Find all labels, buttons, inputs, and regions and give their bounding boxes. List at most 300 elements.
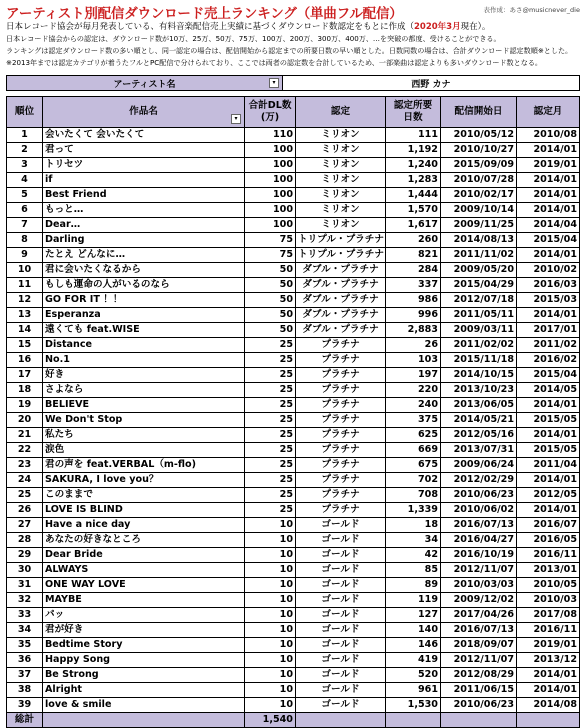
table-cell-cert-month: 2014/01 [517,173,580,188]
table-cell-title: if [43,173,245,188]
table-cell-total-dl: 25 [245,413,296,428]
table-cell-rank: 2 [7,143,43,158]
table-cell-rank: 25 [7,488,43,503]
table-cell-cert-month: 2011/02 [517,338,580,353]
table-cell-total-dl: 10 [245,608,296,623]
table-cell-certification: プラチナ [296,428,386,443]
table-cell-rank: 37 [7,668,43,683]
table-cell-days: 996 [386,308,441,323]
table-cell-days: 1,192 [386,143,441,158]
table-cell-days: 18 [386,518,441,533]
table-cell-title: 君って [43,143,245,158]
table-cell-start-date: 2010/03/03 [441,578,517,593]
table-cell-cert-month: 2013/01 [517,563,580,578]
table-cell-title: Dear Bride [43,548,245,563]
table-cell-days: 197 [386,368,441,383]
table-cell-cert-month: 2014/01 [517,143,580,158]
table-cell-title: We Don't Stop [43,413,245,428]
table-cell-cert-month: 2014/01 [517,203,580,218]
col-days [386,97,441,128]
table-row [7,593,580,608]
ranking-table [6,96,580,728]
table-cell-cert-month: 2016/02 [517,353,580,368]
table-cell-cert-month: 2016/03 [517,278,580,293]
table-cell-days: 1,240 [386,158,441,173]
col-cert-month: 認定月 [517,97,580,128]
table-row [7,578,580,593]
table-header-row [7,97,580,128]
table-cell-certification: ゴールド [296,698,386,713]
table-row [7,638,580,653]
table-cell-start-date: 2011/06/15 [441,683,517,698]
table-cell-total-dl: 50 [245,293,296,308]
table-cell-days: 675 [386,458,441,473]
table-cell-days: 240 [386,398,441,413]
table-cell-total-dl: 25 [245,458,296,473]
table-row [7,398,580,413]
table-cell-total-dl: 100 [245,188,296,203]
table-cell-rank: 14 [7,323,43,338]
table-cell-title: SAKURA, I love you？ [43,473,245,488]
table-cell-start-date: 2013/10/23 [441,383,517,398]
table-cell-total-dl: 10 [245,533,296,548]
table-cell-title: BELIEVE [43,398,245,413]
col-title-label: 作品名 [129,106,158,117]
table-cell-cert-month: 2016/05 [517,533,580,548]
table-cell-start-date: 2015/09/09 [441,158,517,173]
table-cell-title: パッ [43,608,245,623]
table-cell-title: さよなら [43,383,245,398]
table-cell-start-date: 2010/02/17 [441,188,517,203]
table-cell-certification: ゴールド [296,578,386,593]
table-cell-certification: ゴールド [296,638,386,653]
table-cell-total-dl: 50 [245,278,296,293]
table-cell-cert-month: 2015/04 [517,233,580,248]
note-date: 2020年3月 [414,22,461,32]
table-cell-total-dl: 50 [245,308,296,323]
table-row [7,278,580,293]
col-total-dl-line2: (万) [260,112,280,123]
table-cell-cert-month: 2014/01 [517,683,580,698]
table-cell-days: 103 [386,353,441,368]
table-cell-certification: ミリオン [296,143,386,158]
table-row [7,458,580,473]
table-cell-start-date: 2012/07/18 [441,293,517,308]
table-cell-certification: ゴールド [296,593,386,608]
table-cell-total-dl: 10 [245,623,296,638]
table-row [7,698,580,713]
table-cell-certification: トリプル・プラチナ [296,233,386,248]
table-cell-cert-month: 2014/01 [517,668,580,683]
col-days-line2: 日数 [403,112,423,123]
table-cell-rank: 4 [7,173,43,188]
table-cell-cert-month: 2014/01 [517,248,580,263]
table-cell-title: 君の声を feat.VERBAL（m-flo) [43,458,245,473]
table-cell-start-date: 2012/11/07 [441,563,517,578]
table-cell-total-dl: 110 [245,128,296,143]
table-cell-start-date: 2010/10/27 [441,143,517,158]
total-label: 総計 [7,713,43,728]
table-cell-days: 42 [386,548,441,563]
table-cell-cert-month: 2017/01 [517,323,580,338]
artist-label-cell [7,76,283,91]
table-cell-total-dl: 25 [245,338,296,353]
table-cell-start-date: 2017/04/26 [441,608,517,623]
table-cell-rank: 27 [7,518,43,533]
table-cell-title: love & smile [43,698,245,713]
table-cell-days: 220 [386,383,441,398]
table-cell-days: 961 [386,683,441,698]
table-cell-start-date: 2012/08/29 [441,668,517,683]
total-blank [517,713,580,728]
table-cell-cert-month: 2010/02 [517,263,580,278]
table-cell-start-date: 2010/07/28 [441,173,517,188]
table-cell-title: LOVE IS BLIND [43,503,245,518]
table-cell-start-date: 2009/06/24 [441,458,517,473]
table-cell-certification: ゴールド [296,563,386,578]
table-cell-total-dl: 25 [245,503,296,518]
table-cell-certification: ダブル・プラチナ [296,323,386,338]
table-cell-title: GO FOR IT ！！ [43,293,245,308]
col-total-dl [245,97,296,128]
table-cell-rank: 16 [7,353,43,368]
table-cell-cert-month: 2014/01 [517,428,580,443]
table-cell-total-dl: 10 [245,698,296,713]
table-cell-cert-month: 2019/01 [517,638,580,653]
table-cell-days: 1,530 [386,698,441,713]
table-cell-certification: ゴールド [296,608,386,623]
table-cell-rank: 35 [7,638,43,653]
table-row [7,563,580,578]
table-row [7,128,580,143]
table-cell-total-dl: 100 [245,173,296,188]
note-line-4: ※2013年までは認定カテゴリが着うたフルとPC配信で分けられており、ここでは両者の認定数を合計しているため、一部楽曲は認定よりも多いダウンロード数となる。 [6,58,543,67]
table-cell-rank: 1 [7,128,43,143]
table-cell-cert-month: 2015/05 [517,413,580,428]
table-cell-rank: 26 [7,503,43,518]
note-line-2: 日本レコード協会からの認定は、ダウンロード数が10万、25万、50万、75万、100万、200万、300万、400万、…を突破の都度、受けることができる。 [6,34,501,43]
table-cell-total-dl: 100 [245,203,296,218]
table-cell-start-date: 2009/11/25 [441,218,517,233]
table-cell-rank: 28 [7,533,43,548]
table-cell-days: 127 [386,608,441,623]
table-cell-total-dl: 25 [245,398,296,413]
table-cell-certification: プラチナ [296,398,386,413]
table-row [7,548,580,563]
table-cell-title: 私たち [43,428,245,443]
table-cell-title: 遠くても feat.WISE [43,323,245,338]
table-cell-rank: 39 [7,698,43,713]
table-cell-total-dl: 75 [245,248,296,263]
table-cell-certification: ゴールド [296,548,386,563]
table-cell-certification: プラチナ [296,413,386,428]
table-cell-certification: プラチナ [296,488,386,503]
table-cell-start-date: 2011/05/11 [441,308,517,323]
table-cell-days: 140 [386,623,441,638]
table-row [7,323,580,338]
table-cell-certification: ダブル・プラチナ [296,278,386,293]
table-cell-days: 1,283 [386,173,441,188]
table-row [7,413,580,428]
table-cell-start-date: 2012/05/16 [441,428,517,443]
table-cell-rank: 5 [7,188,43,203]
table-cell-cert-month: 2012/05 [517,488,580,503]
table-cell-start-date: 2016/10/19 [441,548,517,563]
table-cell-start-date: 2012/02/29 [441,473,517,488]
table-cell-rank: 36 [7,653,43,668]
table-cell-certification: ダブル・プラチナ [296,293,386,308]
total-title-blank [43,713,245,728]
table-cell-certification: プラチナ [296,473,386,488]
table-cell-cert-month: 2013/12 [517,653,580,668]
table-cell-start-date: 2009/10/14 [441,203,517,218]
table-cell-total-dl: 10 [245,548,296,563]
table-cell-total-dl: 10 [245,518,296,533]
total-blank [441,713,517,728]
table-cell-title: 涙色 [43,443,245,458]
table-cell-start-date: 2015/04/29 [441,278,517,293]
table-row [7,473,580,488]
table-cell-total-dl: 100 [245,143,296,158]
table-cell-rank: 20 [7,413,43,428]
table-cell-days: 375 [386,413,441,428]
table-row [7,188,580,203]
col-rank: 順位 [7,97,43,128]
table-cell-certification: ミリオン [296,173,386,188]
table-cell-title: 会いたくて 会いたくて [43,128,245,143]
table-cell-total-dl: 50 [245,323,296,338]
table-cell-title: もしも運命の人がいるのなら [43,278,245,293]
table-cell-cert-month: 2015/04 [517,368,580,383]
table-cell-start-date: 2012/11/07 [441,653,517,668]
table-cell-rank: 29 [7,548,43,563]
sort-dropdown-icon[interactable]: ▾ [231,114,241,124]
table-cell-certification: ゴールド [296,668,386,683]
table-cell-certification: ミリオン [296,218,386,233]
table-cell-title: Have a nice day [43,518,245,533]
table-row [7,353,580,368]
col-start-date: 配信開始日 [441,97,517,128]
table-cell-certification: ゴールド [296,623,386,638]
table-cell-days: 26 [386,338,441,353]
table-cell-title: Alright [43,683,245,698]
table-cell-days: 419 [386,653,441,668]
table-cell-rank: 3 [7,158,43,173]
table-cell-rank: 31 [7,578,43,593]
table-cell-rank: 17 [7,368,43,383]
notes [6,21,582,69]
table-cell-title: 君に会いたくなるから [43,263,245,278]
table-cell-certification: ミリオン [296,203,386,218]
filter-dropdown-icon[interactable]: ▾ [269,78,279,88]
table-cell-title: 好き [43,368,245,383]
artist-filter-row [7,76,580,91]
table-row [7,518,580,533]
credit-text: 表作成：あさ@musicnever_die [483,6,580,14]
table-cell-total-dl: 10 [245,683,296,698]
table-cell-start-date: 2009/05/20 [441,263,517,278]
table-cell-days: 89 [386,578,441,593]
table-row [7,653,580,668]
table-cell-certification: ゴールド [296,533,386,548]
table-cell-total-dl: 100 [245,158,296,173]
table-cell-days: 1,444 [386,188,441,203]
table-cell-total-dl: 100 [245,218,296,233]
table-cell-total-dl: 75 [245,233,296,248]
table-cell-start-date: 2018/09/07 [441,638,517,653]
table-cell-rank: 32 [7,593,43,608]
table-cell-days: 85 [386,563,441,578]
table-cell-certification: ミリオン [296,128,386,143]
table-cell-certification: ゴールド [296,653,386,668]
table-cell-certification: ミリオン [296,188,386,203]
table-cell-total-dl: 25 [245,473,296,488]
table-cell-rank: 15 [7,338,43,353]
table-cell-rank: 24 [7,473,43,488]
table-cell-certification: プラチナ [296,383,386,398]
table-cell-total-dl: 25 [245,353,296,368]
table-cell-title: Darling [43,233,245,248]
table-cell-total-dl: 25 [245,383,296,398]
total-row [7,713,580,728]
table-row [7,608,580,623]
table-cell-start-date: 2016/04/27 [441,533,517,548]
table-cell-rank: 23 [7,458,43,473]
table-cell-days: 821 [386,248,441,263]
table-row [7,173,580,188]
table-row [7,143,580,158]
table-cell-total-dl: 25 [245,488,296,503]
note-line-1-text: 日本レコード協会が毎月発表している、有料音楽配信売上実績に基づくダウンロード数認定をもとに作成（ [6,22,415,32]
table-cell-cert-month: 2011/04 [517,458,580,473]
table-cell-title: たとえ どんなに… [43,248,245,263]
table-cell-start-date: 2014/10/15 [441,368,517,383]
table-cell-rank: 38 [7,683,43,698]
table-cell-total-dl: 25 [245,368,296,383]
table-body [7,128,580,713]
table-cell-title: もっと… [43,203,245,218]
table-cell-days: 146 [386,638,441,653]
table-cell-total-dl: 25 [245,428,296,443]
table-cell-rank: 19 [7,398,43,413]
table-row [7,233,580,248]
artist-filter-table [6,75,580,91]
note-line-1 [6,21,582,33]
table-cell-cert-month: 2010/05 [517,578,580,593]
table-cell-start-date: 2011/11/02 [441,248,517,263]
table-cell-title: Happy Song [43,653,245,668]
table-cell-start-date: 2009/03/11 [441,323,517,338]
table-row [7,293,580,308]
table-cell-cert-month: 2010/03 [517,593,580,608]
table-row [7,503,580,518]
table-cell-days: 34 [386,533,441,548]
table-row [7,488,580,503]
table-cell-rank: 10 [7,263,43,278]
table-cell-cert-month: 2019/01 [517,158,580,173]
artist-value: 西野 カナ [283,76,580,91]
table-cell-rank: 7 [7,218,43,233]
table-cell-certification: ダブル・プラチナ [296,263,386,278]
table-cell-cert-month: 2014/04 [517,218,580,233]
page-title: アーティスト別配信ダウンロード売上ランキング（単曲フル配信） [6,6,403,22]
table-cell-cert-month: 2016/07 [517,518,580,533]
table-row [7,338,580,353]
table-cell-start-date: 2016/07/13 [441,623,517,638]
total-value: 1,540 [245,713,296,728]
table-cell-days: 284 [386,263,441,278]
table-cell-days: 669 [386,443,441,458]
table-cell-days: 1,339 [386,503,441,518]
table-row [7,368,580,383]
table-cell-days: 708 [386,488,441,503]
table-cell-start-date: 2016/07/13 [441,518,517,533]
table-cell-title: ALWAYS [43,563,245,578]
table-cell-total-dl: 10 [245,578,296,593]
table-row [7,533,580,548]
table-row [7,308,580,323]
table-cell-cert-month: 2016/11 [517,548,580,563]
table-cell-certification: ミリオン [296,158,386,173]
table-cell-total-dl: 10 [245,593,296,608]
table-cell-total-dl: 10 [245,653,296,668]
table-row [7,158,580,173]
table-cell-cert-month: 2015/03 [517,293,580,308]
table-cell-cert-month: 2014/05 [517,383,580,398]
table-row [7,428,580,443]
table-cell-rank: 13 [7,308,43,323]
table-cell-start-date: 2014/08/13 [441,233,517,248]
table-cell-days: 111 [386,128,441,143]
table-cell-rank: 11 [7,278,43,293]
col-days-line1: 認定所要 [393,100,433,111]
table-cell-certification: プラチナ [296,353,386,368]
table-cell-days: 260 [386,233,441,248]
col-total-dl-line1: 合計DL数 [248,100,292,111]
table-cell-title: 君が好き [43,623,245,638]
table-cell-rank: 6 [7,203,43,218]
table-cell-days: 520 [386,668,441,683]
note-line-3: ランキングは認定ダウンロード数の多い順とし、同一認定の場合は、配信開始から認定までの所要日数の早い順とした。日数同数の場合は、合計ダウンロード認定数順※とした。 [6,46,573,55]
table-cell-title: Distance [43,338,245,353]
table-cell-days: 1,570 [386,203,441,218]
table-cell-cert-month: 2010/08 [517,128,580,143]
table-cell-days: 986 [386,293,441,308]
table-row [7,668,580,683]
table-cell-total-dl: 10 [245,638,296,653]
table-cell-certification: ゴールド [296,518,386,533]
table-cell-cert-month: 2014/01 [517,308,580,323]
table-cell-certification: プラチナ [296,368,386,383]
table-cell-cert-month: 2014/01 [517,188,580,203]
table-row [7,383,580,398]
table-cell-cert-month: 2014/01 [517,503,580,518]
table-cell-days: 337 [386,278,441,293]
table-cell-rank: 9 [7,248,43,263]
artist-label: アーティスト名 [113,79,176,90]
table-cell-rank: 12 [7,293,43,308]
table-cell-title: Bedtime Story [43,638,245,653]
table-cell-start-date: 2009/12/02 [441,593,517,608]
table-cell-title: Best Friend [43,188,245,203]
note-line-1-suffix: 現在）。 [460,22,491,32]
table-cell-rank: 21 [7,428,43,443]
table-cell-days: 2,883 [386,323,441,338]
table-cell-cert-month: 2017/08 [517,608,580,623]
table-cell-start-date: 2010/06/02 [441,503,517,518]
table-cell-certification: プラチナ [296,338,386,353]
table-cell-rank: 30 [7,563,43,578]
